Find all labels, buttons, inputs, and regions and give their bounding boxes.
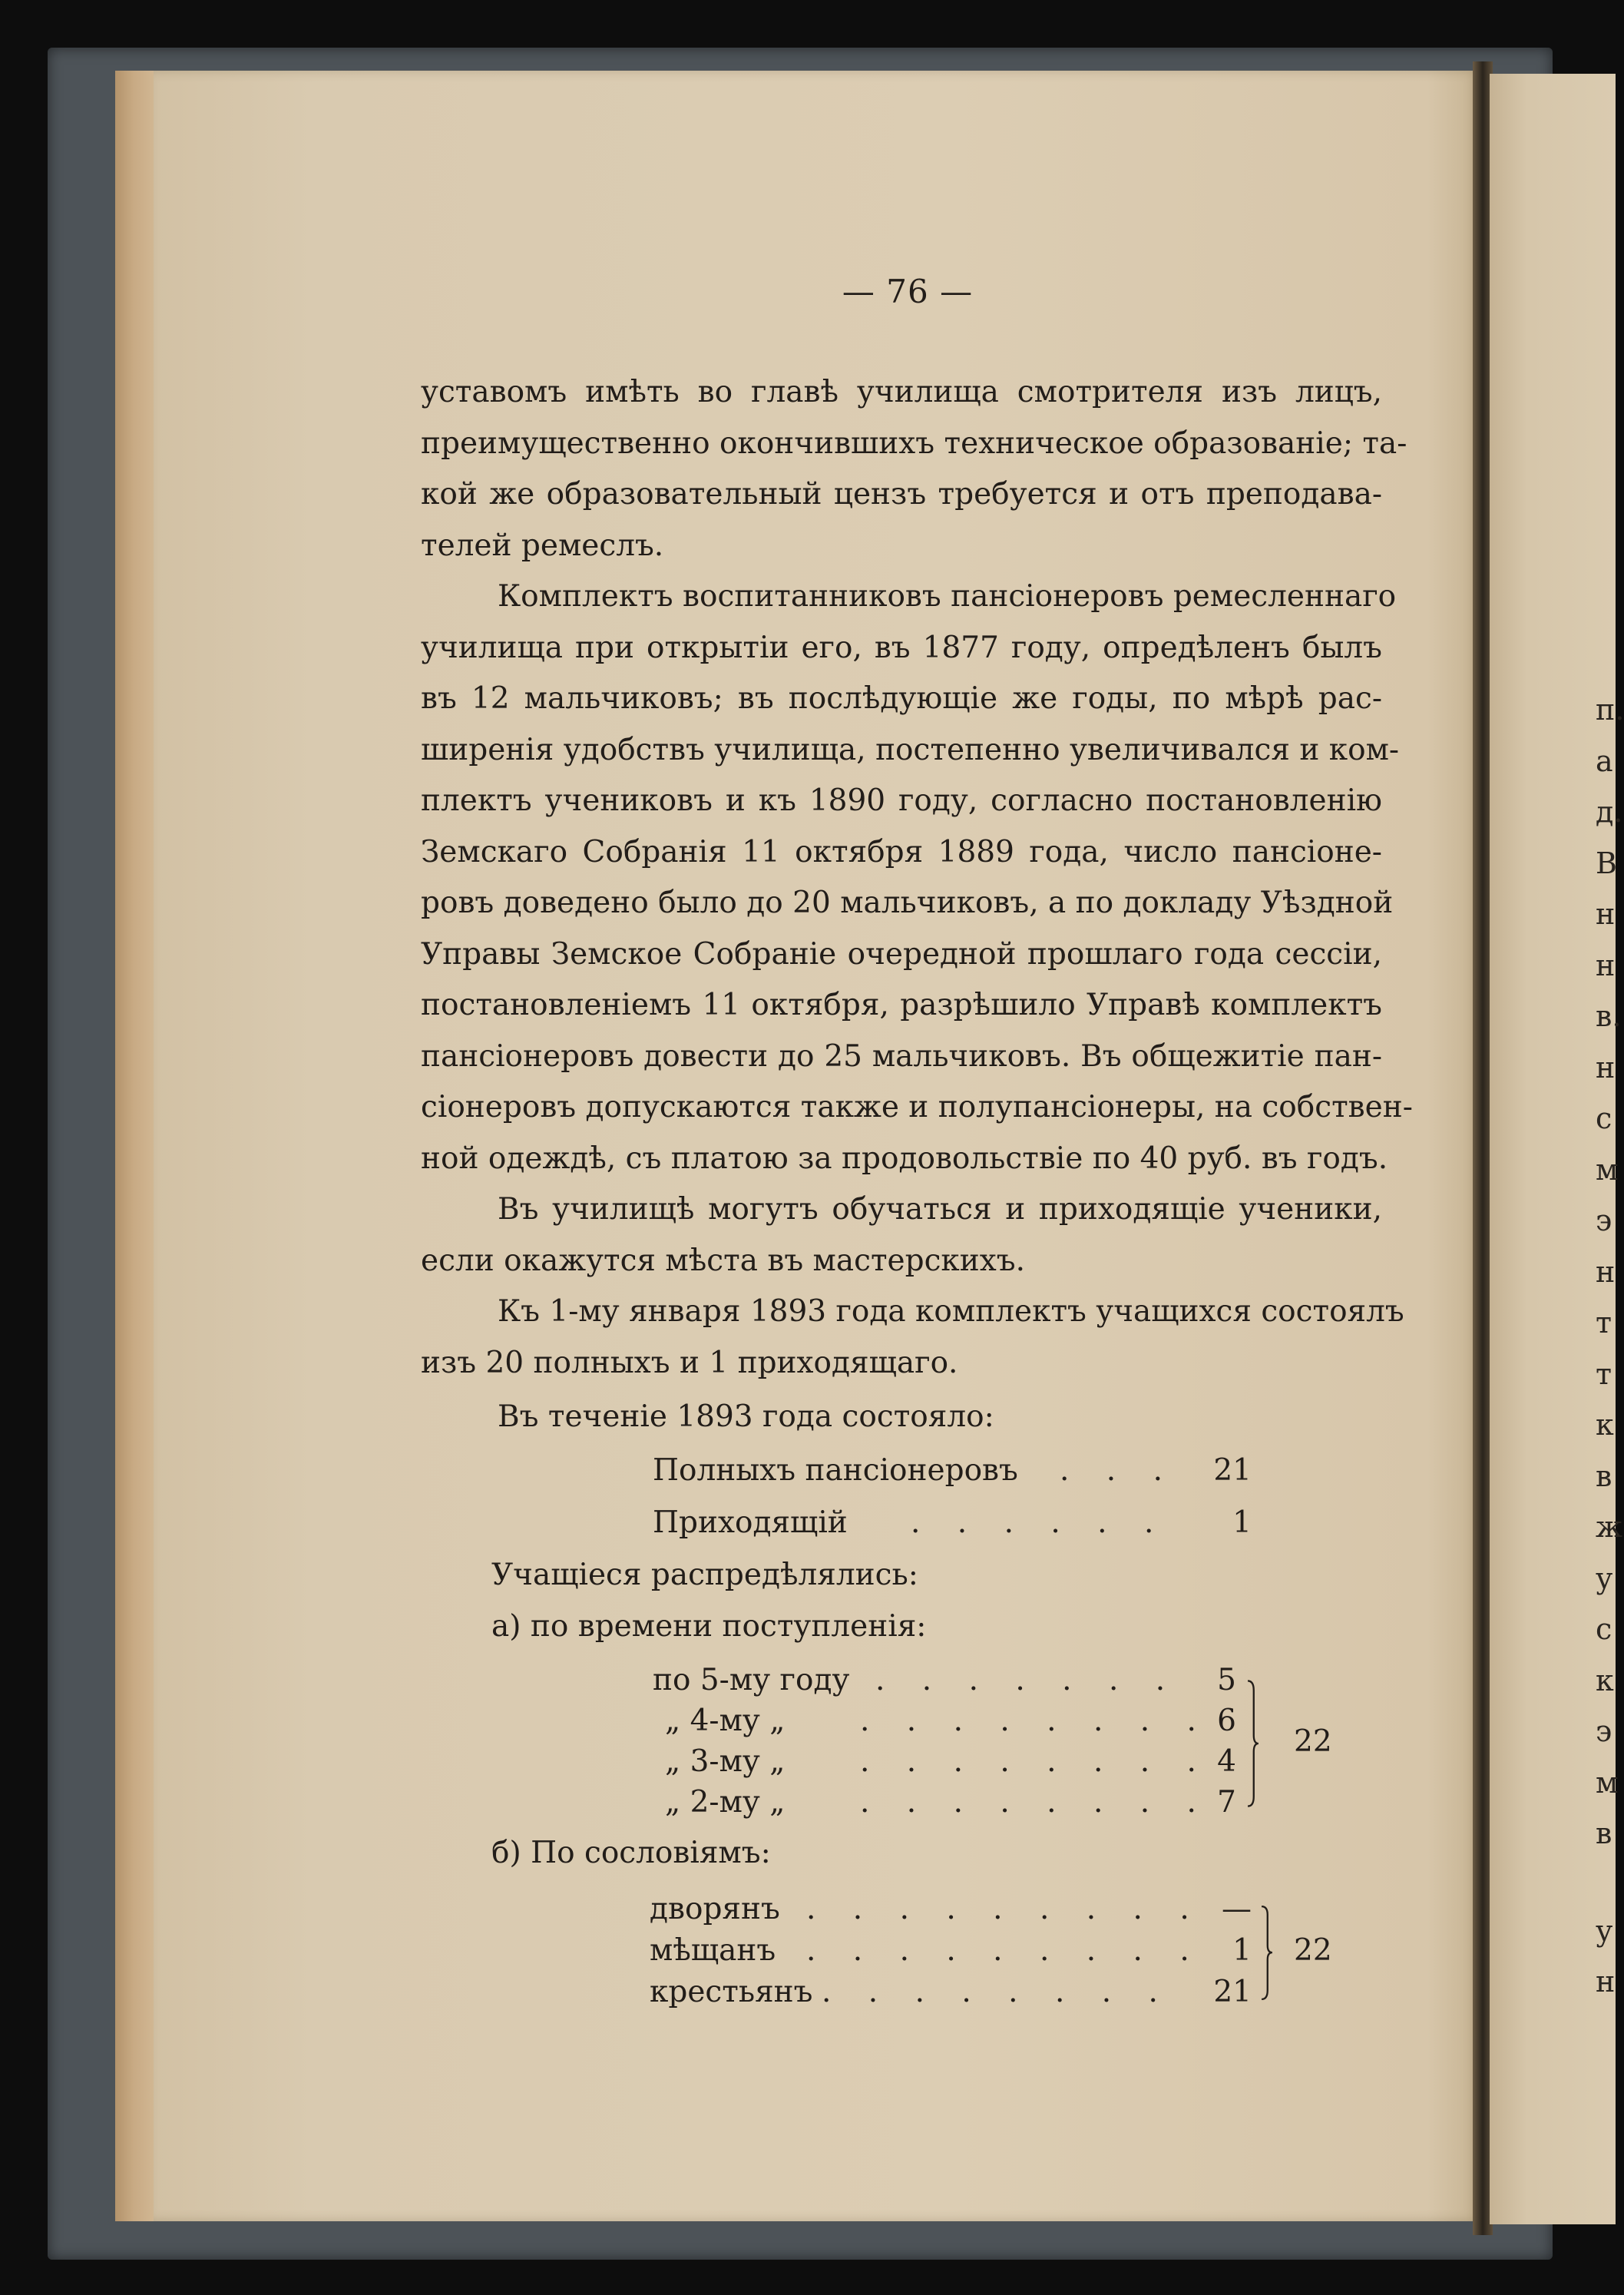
text-line: Управы Земское Собраніе очередной прошлаго года сессіи, [421,936,1382,972]
text-line: Земскаго Собранія 11 октября 1889 года, число пансіоне- [421,834,1382,869]
facing-page-fragment: п. [1596,693,1624,727]
facing-page-fragment: н [1596,1965,1616,1999]
text-line: плектъ учениковъ и къ 1890 году, согласно постановленію [421,783,1382,818]
text-line: ной одеждѣ, съ платою за продовольствіе по 40 руб. въ годъ. [421,1141,1388,1176]
text-line: преимущественно окончившихъ техническое образованіе; та- [421,426,1407,461]
by-year-label: „ 4-му „ [665,1704,786,1738]
text-line: постановленіемъ 11 октября, разрѣшило Управѣ комплектъ [421,988,1382,1022]
by-year-value: 4 [1217,1744,1236,1779]
facing-page-fragment: в [1596,1459,1612,1493]
by-year-value: 5 [1217,1663,1236,1697]
by-year-label: „ 3-му „ [665,1744,786,1779]
dot-leader: . . . . . . . . . [806,1933,1203,1968]
facing-page-fragment: м [1596,1152,1619,1187]
facing-page-fragment: к [1596,1663,1614,1697]
paragraph-1 [421,367,1407,571]
attendance-label: Полныхъ пансіонеровъ [653,1453,1018,1488]
paragraph-2 [421,571,1413,1184]
facing-page-fragment: в. [1596,999,1622,1033]
by-year-total: 22 [1294,1724,1332,1759]
facing-page-fragment: ж [1596,1510,1622,1544]
text-line: въ 12 мальчиковъ; въ послѣдующіе же годы, по мѣрѣ рас- [421,681,1382,716]
dot-leader: . . . . . . . . [860,1744,1210,1779]
by-estate-total: 22 [1294,1933,1332,1968]
by-estate-value: 21 [1213,1975,1252,2009]
by-estate-label: крестьянъ [650,1975,813,2009]
text-line: телей ремеслъ. [421,528,664,563]
by-estate-heading: б) По сословіямъ: [491,1836,771,1870]
text-line: Комплектъ воспитанниковъ пансіонеровъ ремесленнаго [498,579,1397,614]
by-year-value: 7 [1217,1785,1236,1820]
text-line: изъ 20 полныхъ и 1 приходящаго. [421,1345,958,1380]
dot-leader: . . . [1060,1453,1176,1488]
page-number: — 76 — [842,273,974,310]
dot-leader: . . . . . . . . [860,1704,1210,1738]
text-line: кой же образовательный цензъ требуется и отъ преподава- [421,477,1382,512]
dot-leader: . . . . . . [911,1505,1168,1540]
text-line: ширенія удобствъ училища, постепенно увеличивался и ком- [421,732,1400,767]
curly-brace-icon [1245,1659,1261,1828]
facing-page-fragment: В [1596,846,1617,880]
text-line: училища при открытіи его, въ 1877 году, опредѣленъ былъ [421,630,1382,665]
facing-page-fragment: н [1596,948,1616,982]
paragraph-3 [421,1184,1382,1287]
by-year-label: по 5-му году [653,1663,850,1697]
facing-page-fragment: у [1596,1913,1613,1948]
attendance-value: 21 [1213,1453,1252,1488]
facing-page-fragment: н [1596,1050,1616,1085]
facing-page-fragment: с [1596,1101,1612,1135]
facing-page-fragment: э [1596,1204,1612,1237]
text-line: Къ 1-му января 1893 года комплектъ учащихся состоялъ [498,1294,1404,1329]
text-line: сіонеровъ допускаются также и полупансіонеры, на собствен- [421,1090,1413,1124]
dot-leader: . . . . . . . . . [806,1892,1203,1926]
dot-leader: . . . . . . . [875,1663,1179,1697]
curly-brace-icon [1259,1889,1275,2016]
attendance-label: Приходящій [653,1505,848,1540]
dot-leader: . . . . . . . . [860,1785,1210,1820]
by-estate-value: 1 [1232,1933,1252,1968]
facing-page-fragment: в [1596,1816,1612,1850]
facing-page-fragment: н [1596,897,1616,931]
facing-page-fragment: а [1596,743,1613,778]
dot-leader: . . . . . . . . [822,1975,1172,2009]
facing-page-fragment: д. [1596,795,1623,829]
text-line: уставомъ имѣть во главѣ училища смотрителя изъ лицъ, [421,375,1382,409]
text-line: если окажутся мѣста въ мастерскихъ. [421,1243,1025,1278]
facing-page-fragment: т [1596,1356,1612,1391]
text-line: Въ училищѣ могутъ обучаться и приходящіе ученики, [498,1192,1382,1227]
facing-page-fragment: э [1596,1714,1612,1748]
by-estate-label: мѣщанъ [650,1933,776,1968]
facing-page-fragment: к [1596,1408,1614,1442]
facing-page-fragment: м [1596,1765,1619,1800]
by-year-heading: а) по времени поступленія: [491,1609,927,1644]
during-year-heading: Въ теченіе 1893 года состояло: [498,1399,994,1434]
distribution-heading: Учащіеся распредѣлялись: [491,1558,918,1592]
text-line: ровъ доведено было до 20 мальчиковъ, а по докладу Уѣздной [421,886,1394,920]
facing-page-fragment: т [1596,1306,1612,1340]
text-line: пансіонеровъ довести до 25 мальчиковъ. Въ общежитіе пан- [421,1038,1382,1074]
facing-page-fragment: с [1596,1612,1612,1646]
by-estate-value: — [1222,1892,1252,1926]
by-year-value: 6 [1217,1704,1236,1738]
paragraph-4 [421,1287,1404,1389]
facing-page-fragment: н [1596,1254,1616,1289]
facing-page-fragment: у [1596,1561,1613,1595]
by-estate-label: дворянъ [650,1892,780,1926]
attendance-value: 1 [1232,1505,1252,1540]
by-year-label: „ 2-му „ [665,1785,786,1820]
